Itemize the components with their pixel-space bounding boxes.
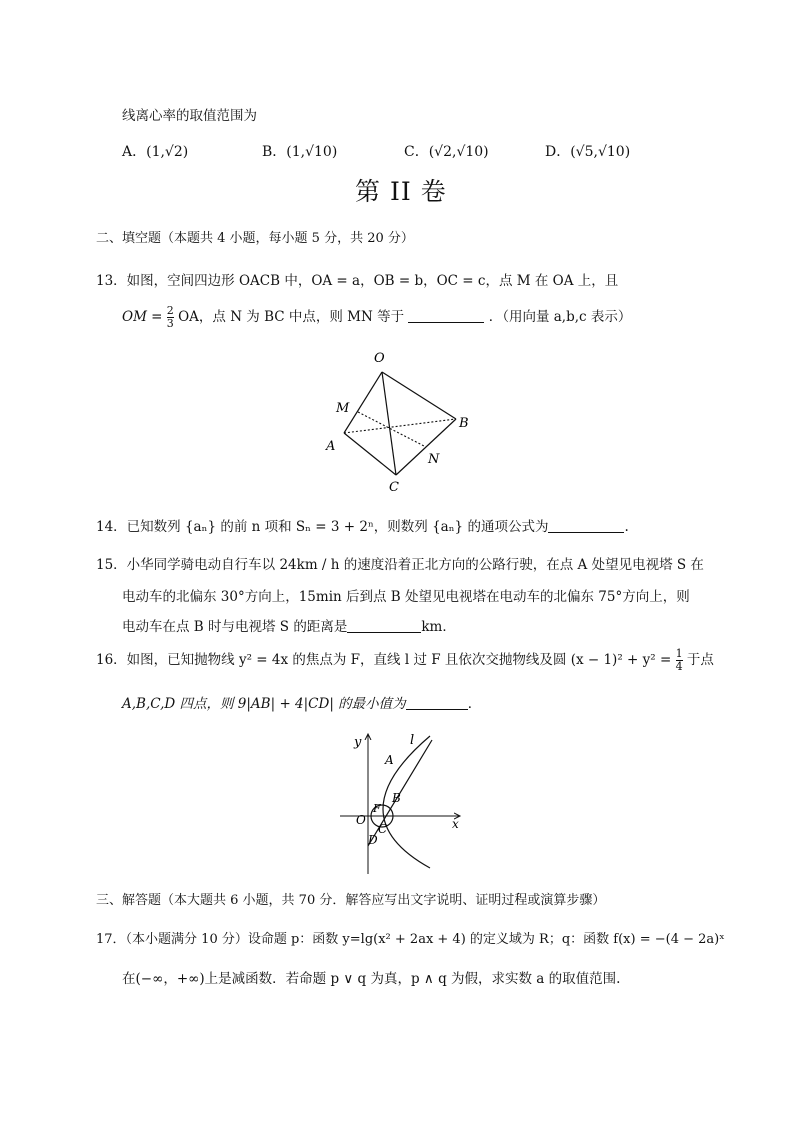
- q15-unit: km．: [421, 619, 456, 635]
- tetrahedron-figure: [318, 346, 478, 496]
- choice-d: D．(√5,√10): [545, 144, 631, 160]
- choice-c: C．(√2,√10): [404, 144, 489, 160]
- q16-frac-den: 4: [675, 660, 683, 673]
- q15-answer-blank[interactable]: [347, 620, 421, 633]
- q13-answer-blank[interactable]: [408, 310, 484, 323]
- q14-text: 14．已知数列 {aₙ} 的前 n 项和 Sₙ = 3 + 2ⁿ，则数列 {aₙ} 的通项公式为: [96, 519, 549, 535]
- q16-line1: [96, 648, 714, 673]
- q16-line2-end: ．: [467, 696, 482, 712]
- q16-line2: [122, 692, 481, 712]
- q13-om: OM =: [122, 309, 163, 325]
- label-b: B: [392, 791, 401, 805]
- q13-line1: 13．如图，空间四边形 OACB 中，OA = a，OB = b，OC = c，点 M 在 OA 上，且: [96, 273, 619, 289]
- label-d: D: [368, 833, 378, 847]
- q16-frac-num: 1: [675, 647, 683, 660]
- q16-line1-end: 于点: [686, 652, 714, 668]
- label-l: l: [410, 733, 415, 748]
- q15-line2: 电动车的北偏东 30°方向上，15min 后到点 B 处望见电视塔在电动车的北偏东 75°方向上，则: [122, 589, 690, 605]
- q15-line3-text: 电动车在点 B 时与电视塔 S 的距离是: [122, 619, 348, 635]
- parabola-figure: [330, 728, 470, 878]
- label-m: M: [336, 401, 350, 416]
- q13-line2: [122, 305, 631, 330]
- q13-line2-mid: OA，点 N 为 BC 中点，则 MN 等于: [178, 309, 405, 325]
- label-c: C: [378, 822, 388, 836]
- question-intro-line: 线离心率的取值范围为: [122, 108, 257, 124]
- edge-oa: [344, 372, 382, 433]
- q16-fraction: [676, 648, 683, 673]
- label-a: A: [326, 439, 336, 454]
- q16-line2-text: A,B,C,D 四点，则 9|AB| + 4|CD| 的最小值为: [122, 696, 406, 712]
- label-o: O: [374, 351, 385, 366]
- label-y: y: [354, 735, 362, 750]
- edge-ob: [382, 372, 456, 419]
- label-x: x: [452, 817, 459, 831]
- q14-answer-blank[interactable]: [548, 520, 624, 533]
- q17-line1: 17．（本小题满分 10 分）设命题 p：函数 y=lg(x² + 2ax + 4) 的定义域为 R；q：函数 f(x) = −(4 − 2a)ˣ: [96, 932, 725, 947]
- part-title: 第 II 卷: [355, 177, 447, 206]
- q14-end: .: [624, 519, 629, 535]
- q13-frac-num: 2: [166, 304, 174, 317]
- label-c: C: [389, 480, 399, 495]
- edge-oc: [382, 372, 396, 475]
- q16-answer-blank[interactable]: [406, 697, 468, 710]
- q14-line: [96, 515, 629, 535]
- section-2-heading: 二、填空题（本题共 4 小题，每小题 5 分，共 20 分）: [96, 231, 414, 246]
- q13-fraction: [167, 305, 174, 330]
- edge-ac: [344, 433, 396, 475]
- q17-line2: 在(−∞，+∞)上是减函数．若命题 p ∨ q 为真，p ∧ q 为假，求实数 a 的取值范围.: [122, 971, 621, 987]
- label-n: N: [428, 452, 440, 467]
- choice-a: A．(1,√2): [122, 144, 189, 160]
- label-a: A: [385, 753, 394, 767]
- choice-b: B．(1,√10): [262, 144, 338, 160]
- section-3-heading: 三、解答题（本大题共 6 小题，共 70 分．解答应写出文字说明、证明过程或演算步骤）: [96, 893, 606, 908]
- q15-line1: 15．小华同学骑电动自行车以 24km / h 的速度沿着正北方向的公路行驶，在点 A 处望见电视塔 S 在: [96, 557, 704, 573]
- q15-line3: [122, 615, 456, 635]
- label-o: O: [356, 813, 366, 827]
- edge-ab-dashed: [344, 419, 456, 433]
- label-b: B: [459, 416, 469, 431]
- label-f: F: [373, 802, 381, 815]
- q13-frac-den: 3: [166, 317, 174, 330]
- q16-line1-text: 16．如图，已知抛物线 y² = 4x 的焦点为 F，直线 l 过 F 且依次交抛物线及圆 (x − 1)² + y² =: [96, 652, 672, 668]
- q13-line2-end: ．（用向量 a,b,c 表示）: [488, 309, 632, 325]
